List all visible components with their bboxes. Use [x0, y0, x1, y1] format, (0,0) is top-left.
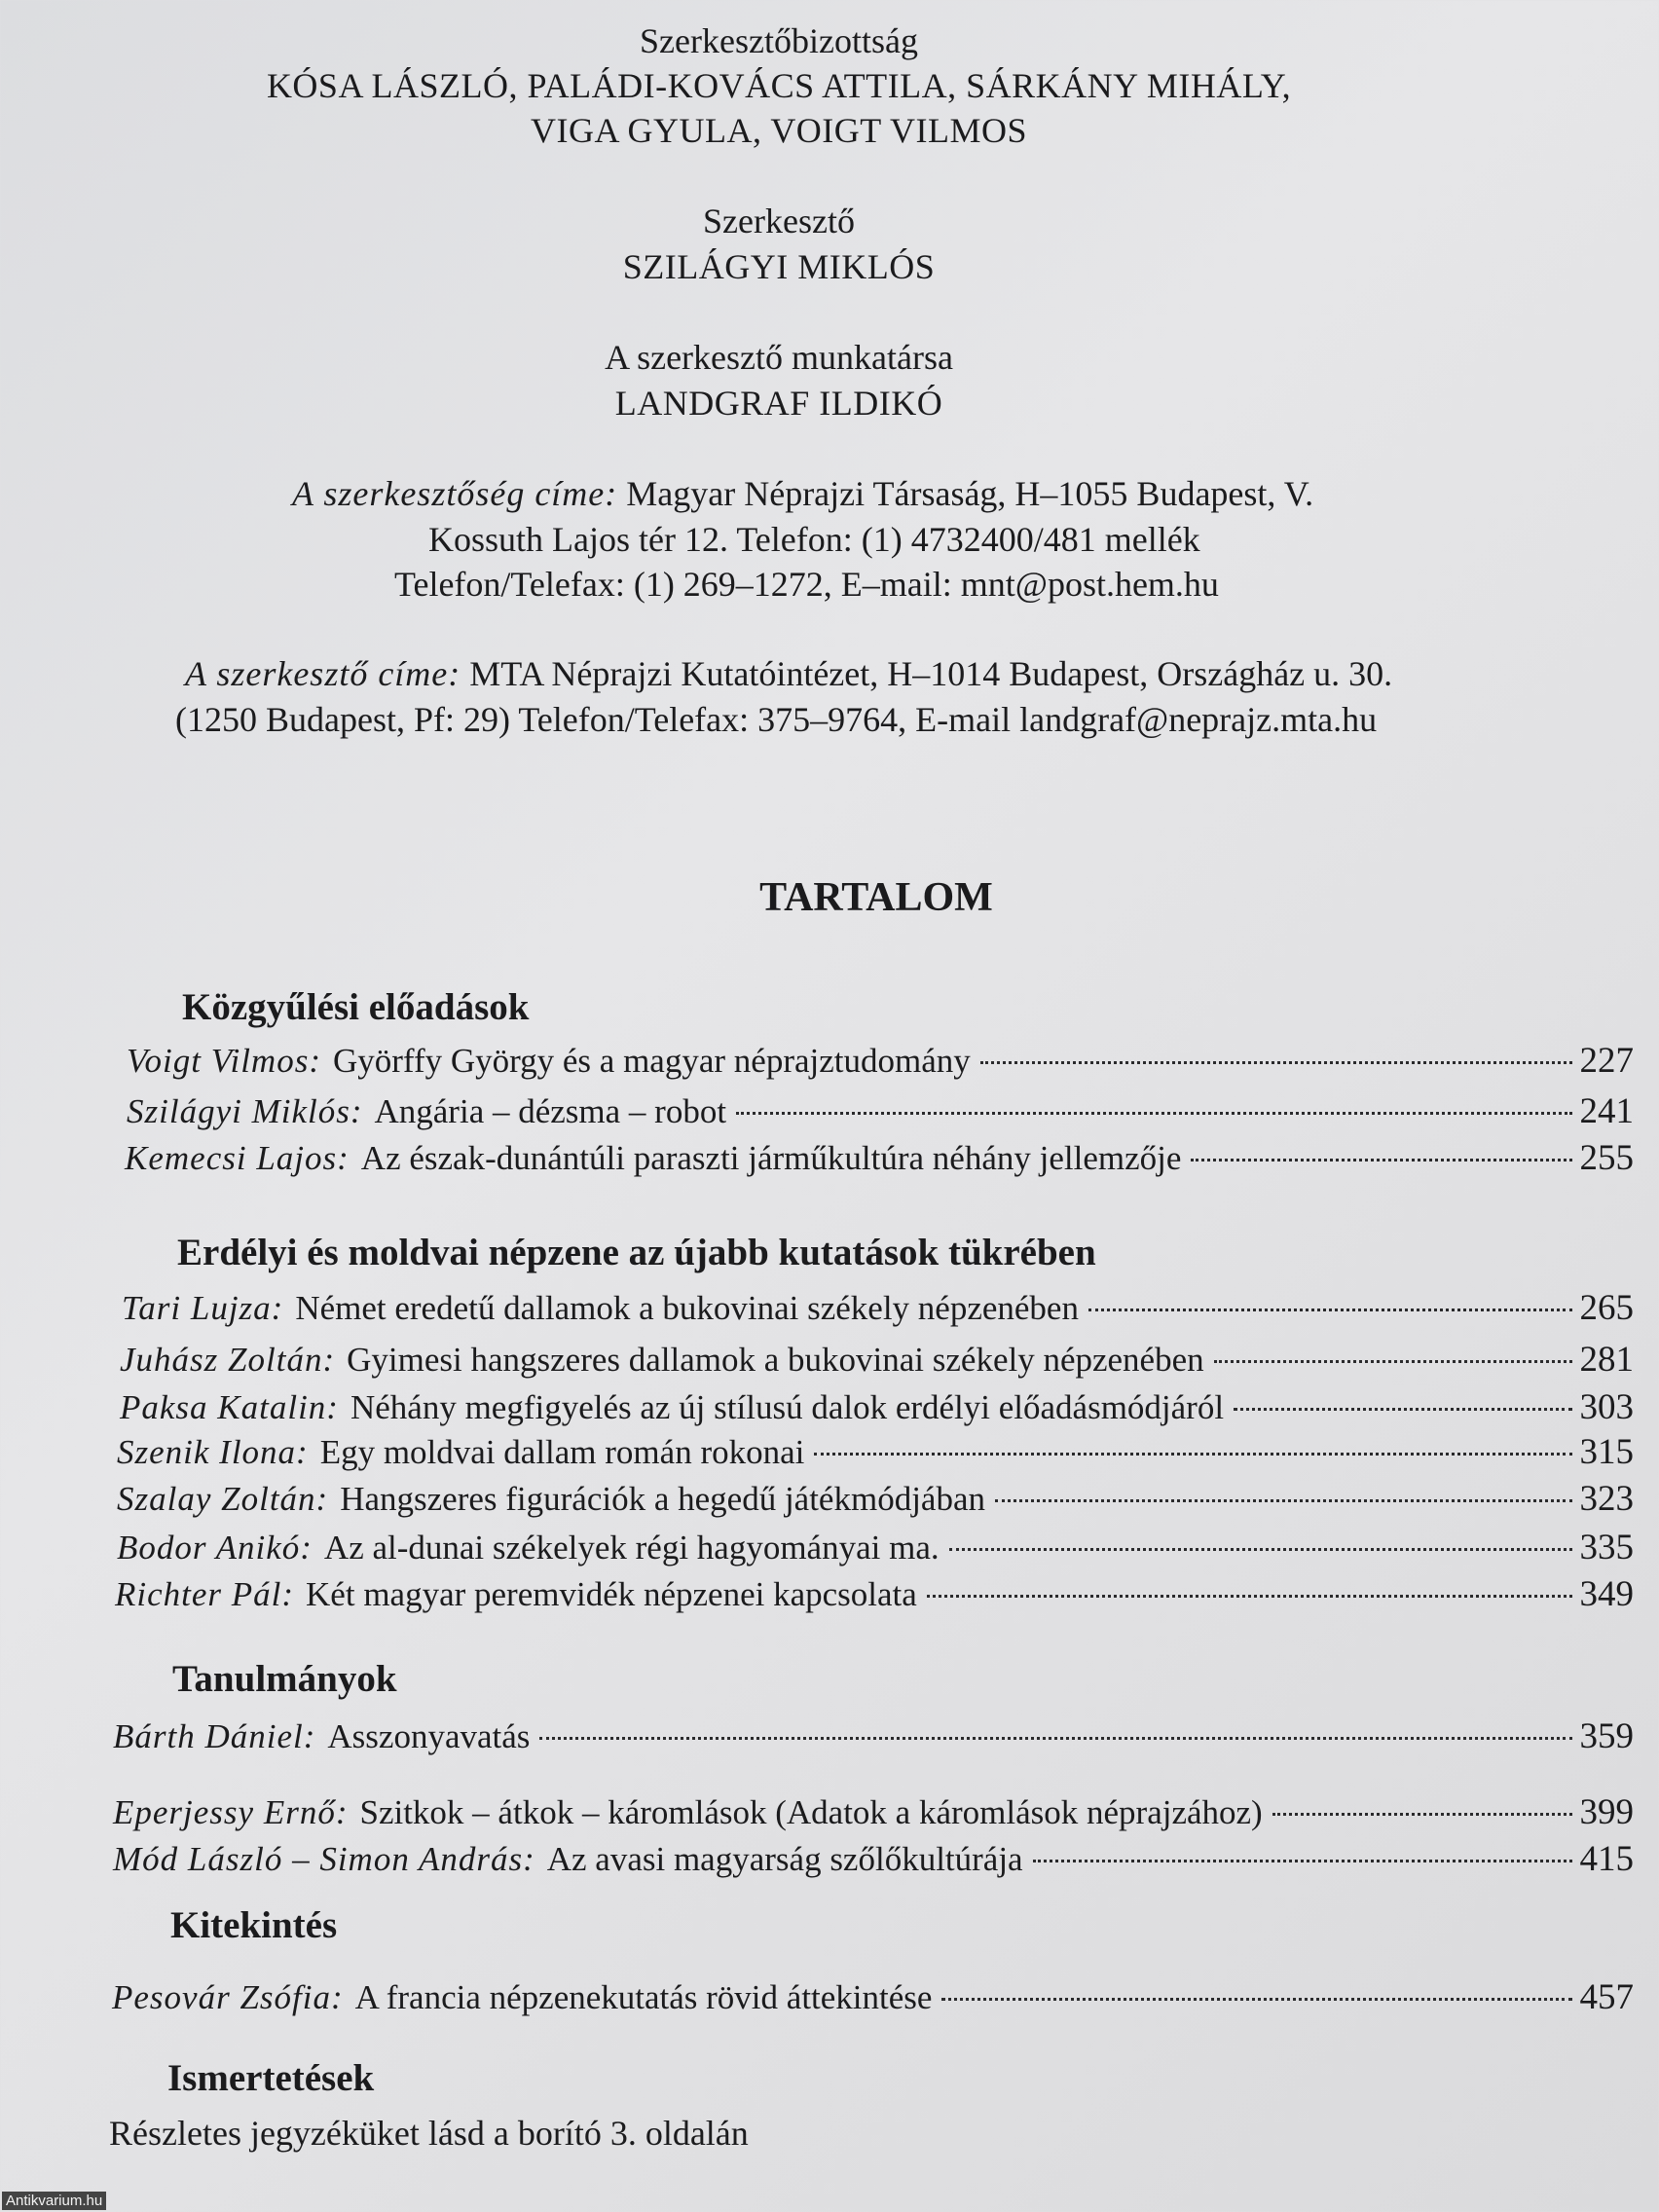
toc-entry	[113, 1715, 1634, 1758]
assistant-label: A szerkesztő munkatársa	[605, 338, 953, 377]
toc-entry	[113, 1838, 1634, 1881]
entry-title: Hangszeres figurációk a hegedű játékmódjában	[340, 1480, 985, 1518]
contents-title: TARTALOM	[759, 875, 993, 920]
board-members-line2: VIGA GYULA, VOIGT VILMOS	[530, 111, 1027, 150]
toc-entry	[113, 1791, 1634, 1834]
dot-leader	[539, 1737, 1571, 1740]
entry-page: 457	[1579, 1977, 1634, 2017]
entry-title: Az észak-dunántúli paraszti járműkultúra néhány jellemzője	[360, 1139, 1182, 1177]
dot-leader	[995, 1499, 1572, 1502]
entry-title: Néhány megfigyelés az új stílusú dalok erdélyi előadásmódjáról	[350, 1388, 1225, 1426]
entry-page: 335	[1579, 1528, 1634, 1567]
dot-leader	[949, 1548, 1572, 1551]
entry-author: Szilágyi Miklós:	[127, 1092, 363, 1130]
office-address-line1: A szerkesztőség címe: Magyar Néprajzi Társaság, H–1055 Budapest, V.	[292, 474, 1314, 513]
entry-title: Német eredetű dallamok a bukovinai székely népzenében	[295, 1289, 1079, 1327]
toc-entry	[120, 1386, 1634, 1429]
office-address-line3: Telefon/Telefax: (1) 269–1272, E–mail: mnt@post.hem.hu	[394, 565, 1219, 604]
entry-title: Asszonyavatás	[327, 1717, 531, 1755]
entry-author: Szalay Zoltán:	[117, 1480, 329, 1518]
entry-author: Juhász Zoltán:	[120, 1341, 336, 1379]
entry-title: Egy moldvai dallam román rokonai	[319, 1433, 805, 1471]
assistant-name: LANDGRAF ILDIKÓ	[614, 384, 943, 423]
editor-address-label: A szerkesztő címe:	[185, 654, 461, 693]
entry-author: Bodor Anikó:	[117, 1529, 313, 1567]
dot-leader	[736, 1112, 1571, 1115]
toc-entry	[122, 1287, 1634, 1330]
entry-author: Richter Pál:	[115, 1575, 295, 1613]
entry-author: Szenik Ilona:	[117, 1433, 309, 1471]
section-heading: Tanulmányok	[172, 1658, 397, 1700]
toc-entry	[127, 1040, 1634, 1083]
entry-title: Györffy György és a magyar néprajztudomány	[332, 1042, 971, 1080]
dot-leader	[941, 1998, 1571, 2001]
entry-page: 315	[1579, 1432, 1634, 1472]
entry-page: 265	[1579, 1288, 1634, 1328]
entry-author: Bárth Dániel:	[113, 1717, 316, 1755]
entry-author: Voigt Vilmos:	[127, 1042, 321, 1080]
entry-author: Mód László – Simon András:	[113, 1840, 535, 1878]
toc-entry	[112, 1976, 1634, 2019]
entry-title: Az avasi magyarság szőlőkultúrája	[546, 1840, 1023, 1878]
dot-leader	[814, 1453, 1571, 1456]
entry-page: 281	[1579, 1340, 1634, 1380]
dot-leader	[1088, 1309, 1572, 1311]
entry-page: 349	[1579, 1574, 1634, 1614]
entry-page: 227	[1579, 1041, 1634, 1081]
section-heading: Közgyűlési előadások	[182, 986, 530, 1028]
entry-title: Szitkok – átkok – káromlások (Adatok a káromlások néprajzához)	[359, 1793, 1263, 1831]
toc-entry	[120, 1339, 1634, 1382]
dot-leader	[1033, 1860, 1572, 1862]
dot-leader	[1214, 1360, 1572, 1363]
office-address-line2: Kossuth Lajos tér 12. Telefon: (1) 4732400/481 mellék	[428, 520, 1200, 559]
entry-author: Pesovár Zsófia:	[112, 1978, 344, 2016]
editor-label: Szerkesztő	[703, 202, 855, 240]
dot-leader	[1191, 1159, 1571, 1161]
office-address-label: A szerkesztőség címe:	[292, 474, 618, 513]
entry-page: 399	[1579, 1792, 1634, 1832]
entry-page: 359	[1579, 1716, 1634, 1756]
toc-entry	[115, 1573, 1634, 1616]
section-heading: Erdélyi és moldvai népzene az újabb kutatások tükrében	[177, 1232, 1096, 1273]
dot-leader	[980, 1061, 1572, 1064]
toc-entry	[125, 1137, 1634, 1180]
toc-entry	[117, 1478, 1634, 1521]
entry-author: Kemecsi Lajos:	[125, 1139, 350, 1177]
dot-leader	[1272, 1813, 1572, 1816]
editor-name: SZILÁGYI MIKLÓS	[622, 247, 936, 286]
section-heading: Ismertetések	[167, 2057, 375, 2099]
section-heading: Kitekintés	[170, 1904, 338, 1946]
entry-page: 241	[1579, 1091, 1634, 1131]
toc-entry	[117, 1527, 1634, 1569]
editor-address-line2: (1250 Budapest, Pf: 29) Telefon/Telefax: 375–9764, E-mail landgraf@neprajz.mta.hu	[175, 700, 1378, 739]
toc-entry	[117, 1431, 1634, 1474]
entry-title: Gyimesi hangszeres dallamok a bukovinai székely népzenében	[347, 1341, 1204, 1379]
entry-title: Angária – dézsma – robot	[374, 1092, 727, 1130]
toc-entry	[127, 1090, 1634, 1133]
entry-page: 303	[1579, 1387, 1634, 1427]
entry-title: A francia népzenekutatás rövid áttekintése	[354, 1978, 933, 2016]
board-members-line1: KÓSA LÁSZLÓ, PALÁDI-KOVÁCS ATTILA, SÁRKÁNY MIHÁLY,	[266, 66, 1292, 105]
entry-page: 323	[1579, 1479, 1634, 1519]
reviews-note: Részletes jegyzéküket lásd a borító 3. oldalán	[109, 2114, 749, 2153]
entry-title: Az al-dunai székelyek régi hagyományai ma.	[323, 1529, 940, 1567]
dot-leader	[1234, 1408, 1571, 1411]
entry-author: Paksa Katalin:	[120, 1388, 339, 1426]
watermark: Antikvarium.hu	[2, 2192, 106, 2210]
entry-title: Két magyar peremvidék népzenei kapcsolata	[306, 1575, 917, 1613]
board-label: Szerkesztőbizottság	[640, 21, 918, 60]
entry-page: 415	[1579, 1839, 1634, 1879]
entry-author: Eperjessy Ernő:	[113, 1793, 349, 1831]
entry-author: Tari Lujza:	[122, 1289, 284, 1327]
entry-page: 255	[1579, 1138, 1634, 1178]
editor-address-line1: A szerkesztő címe: MTA Néprajzi Kutatóintézet, H–1014 Budapest, Országház u. 30.	[185, 654, 1393, 693]
dot-leader	[927, 1595, 1572, 1598]
